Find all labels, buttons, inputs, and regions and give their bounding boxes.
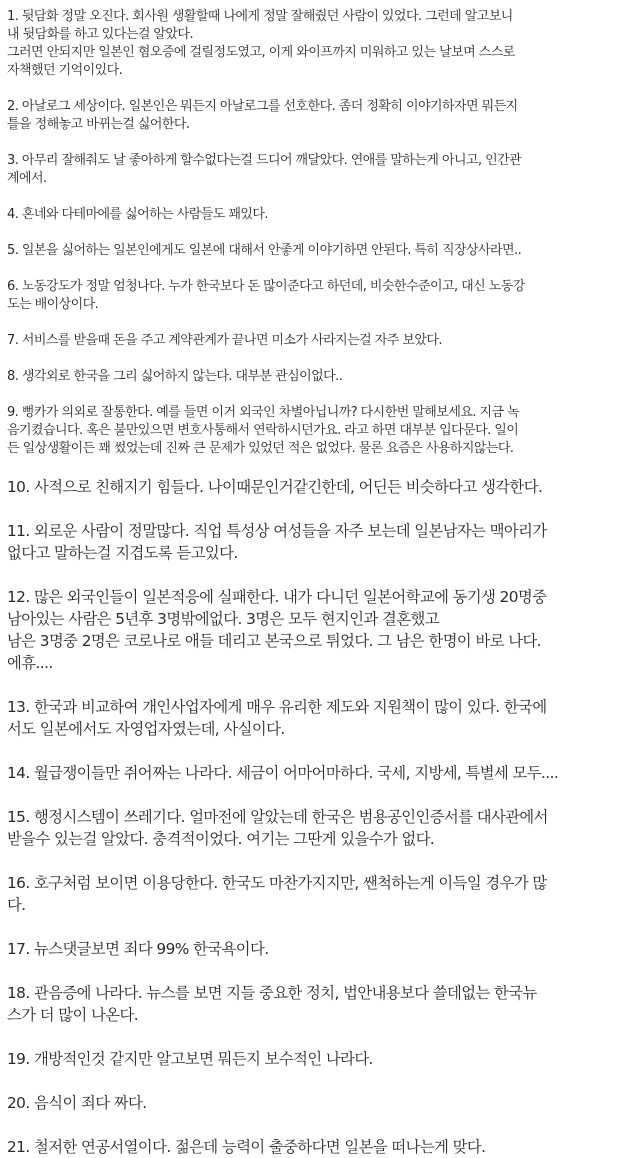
list-item: 20. 음식이 죄다 짜다. (7, 1094, 147, 1112)
list-item: 11. 외로운 사람이 정말많다. 직업 특성상 여성들을 자주 보는데 일본남자는 맥아리가 없다고 말하는걸 지겹도록 듣고있다. (7, 522, 547, 562)
list-item: 5. 일본을 싫어하는 일본인에게도 일본에 대해서 안좋게 이야기하면 안된다. 특히 직장상사라면.. (7, 243, 522, 258)
list-item: 6. 노동강도가 정말 엄청나다. 누가 한국보다 돈 많이준다고 하던데, 비슷한수준이고, 대신 노동강 도는 배이상이다. (7, 279, 525, 312)
list-item: 8. 생각외로 한국을 그리 싫어하지 않는다. 대부분 관심이없다.. (7, 369, 343, 384)
list-item: 21. 철저한 연공서열이다. 젊은데 능력이 출중하다면 일본을 떠나는게 맞다. (7, 1138, 486, 1156)
list-item: 7. 서비스를 받을때 돈을 주고 계약관계가 끝나면 미소가 사라지는걸 자주 보았다. (7, 333, 442, 348)
article-body (7, 8, 619, 1158)
list-item: 2. 아날로그 세상이다. 일본인은 뭐든지 아날로그를 선호한다. 좀더 정확히 이야기하자면 뭐든지 틀을 정해놓고 바뀌는걸 싫어한다. (7, 99, 518, 132)
list-item: 15. 행정시스템이 쓰레기다. 얼마전에 알았는데 한국은 범용공인인증서를 대사관에서 받을수 있는걸 알았다. 충격적이었다. 여기는 그딴게 있을수가 없다. (7, 808, 548, 848)
list-item: 18. 관음증에 나라다. 뉴스를 보면 지들 중요한 정치, 법안내용보다 쓸데없는 한국뉴 스가 더 많이 나온다. (7, 984, 537, 1024)
list-item: 3. 아무리 잘해줘도 날 좋아하게 할수없다는걸 드디어 깨달았다. 연애를 말하는게 아니고, 인간관 계에서. (7, 153, 522, 186)
list-item: 17. 뉴스댓글보면 죄다 99% 한국욕이다. (7, 940, 269, 958)
list-item: 1. 뒷담화 정말 오진다. 회사원 생활할때 나에게 정말 잘해줬던 사람이 있었다. 그런데 알고보니 내 뒷담화를 하고 있다는걸 알았다. 그러면 안되지만 일본인 혐오증에 걸릴정도였고, 이게 와이프까지 미워하고 있는 날보며 스스로 자책했던 기억이있다. (7, 9, 515, 78)
list-item: 13. 한국과 비교하여 개인사업자에게 매우 유리한 제도와 지원책이 많이 있다. 한국에 서도 일본에서도 자영업자였는데, 사실이다. (7, 698, 547, 738)
list-item: 9. 뻥카가 의외로 잘통한다. 예를 들면 이거 외국인 차별아닙니까? 다시한번 말해보세요. 지금 녹 음기켰습니다. 혹은 불만있으면 변호사통해서 연락하시던가요. 라고 하면 대부분 입다문다. 일이 든 일상생활이든 꽤 썼었는데 진짜 큰 문제가 있었던 적은 없었다. 물론 요즘은 사용하지않는다. (7, 405, 520, 456)
list-item: 10. 사적으로 친해지기 힘들다. 나이때문인거같긴한데, 어딘든 비슷하다고 생각한다. (7, 478, 543, 496)
list-item: 4. 혼네와 다테마에를 싫어하는 사람들도 꽤있다. (7, 207, 268, 222)
list-item: 14. 월급쟁이들만 쥐어짜는 나라다. 세금이 어마어마하다. 국세, 지방세, 특별세 모두.... (7, 764, 559, 782)
list-item: 16. 호구처럼 보이면 이용당한다. 한국도 마찬가지지만, 쌘척하는게 이득일 경우가 많 다. (7, 874, 547, 914)
list-item: 12. 많은 외국인들이 일본적응에 실패한다. 내가 다니던 일본어학교에 동기생 20명중 남아있는 사람은 5년후 3명밖에없다. 3명은 모두 현지인과 결혼했고 남은 3명중 2명은 코로나로 애들 데리고 본국으로 튀었다. 그 남은 한명이 바로 나다. 에휴.... (7, 588, 547, 672)
list-item: 19. 개방적인것 같지만 알고보면 뭐든지 보수적인 나라다. (7, 1050, 373, 1068)
